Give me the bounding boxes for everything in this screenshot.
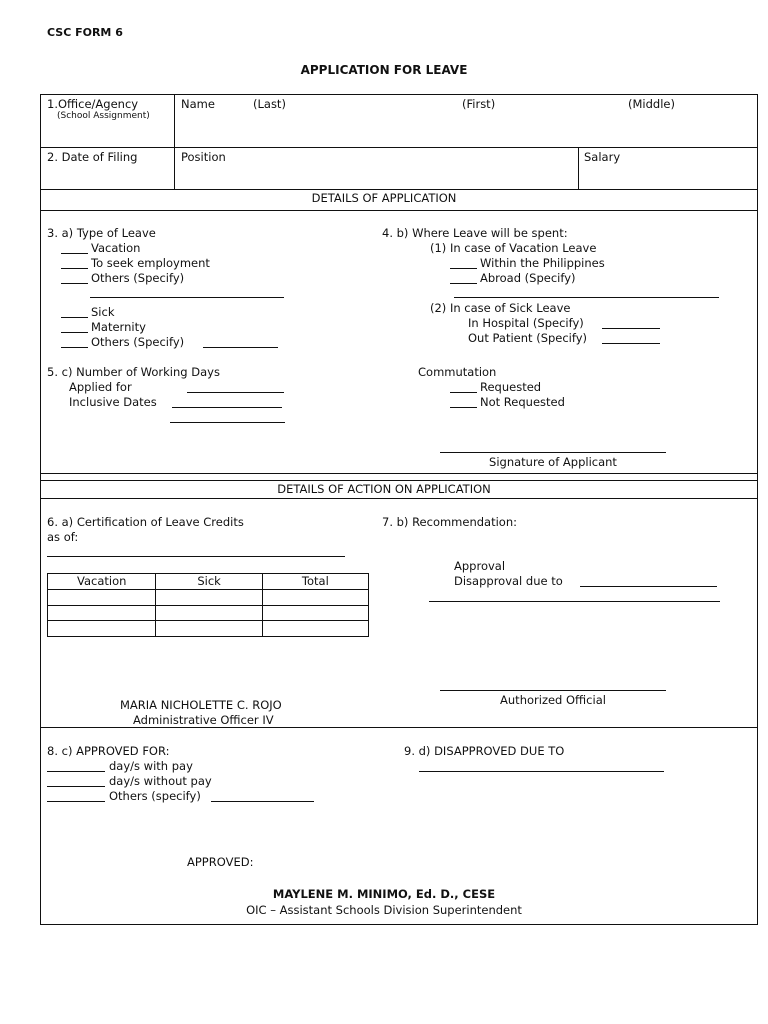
table-row <box>48 605 369 621</box>
sick-case-label: (2) In case of Sick Leave <box>430 301 571 315</box>
office-agency-label: 1.Office/Agency <box>47 97 139 111</box>
inclusive-dates-label: Inclusive Dates <box>69 395 157 409</box>
not-requested-label: Not Requested <box>480 395 565 409</box>
seek-employment-label: To seek employment <box>91 256 210 270</box>
maternity-label: Maternity <box>91 320 146 334</box>
others-specify-2-label: Others (Specify) <box>91 335 185 349</box>
date-of-filing-label: 2. Date of Filing <box>47 150 138 164</box>
disapproval-reason-line-2[interactable] <box>429 601 720 602</box>
leave-credits-table <box>47 573 369 637</box>
table-row <box>48 589 369 605</box>
table-cell[interactable] <box>48 621 156 637</box>
others-specify-line[interactable] <box>90 297 284 298</box>
in-hospital-label: In Hospital (Specify) <box>468 316 584 330</box>
requested-blank[interactable] <box>450 392 477 393</box>
disapproved-heading: 9. d) DISAPPROVED DUE TO <box>404 744 565 758</box>
inclusive-dates-line[interactable] <box>172 407 282 408</box>
approved-label: APPROVED: <box>187 855 254 869</box>
others-specify-2-blank[interactable] <box>61 347 88 348</box>
maternity-blank[interactable] <box>61 332 88 333</box>
table-cell[interactable] <box>156 605 262 621</box>
school-assignment-label: (School Assignment) <box>57 111 150 121</box>
others-approved-line[interactable] <box>211 801 314 802</box>
with-pay-label: day/s with pay <box>109 759 193 773</box>
first-name-label: (First) <box>462 97 496 111</box>
table-cell[interactable] <box>156 589 262 605</box>
column-header-vacation: Vacation <box>48 574 156 590</box>
not-requested-blank[interactable] <box>450 407 477 408</box>
applied-for-label: Applied for <box>69 380 132 394</box>
salary-label: Salary <box>584 150 621 164</box>
approving-official-title: OIC – Assistant Schools Division Superintendent <box>246 903 522 917</box>
column-divider <box>174 94 175 190</box>
others-specify-2-line[interactable] <box>203 347 278 348</box>
signature-of-applicant-label: Signature of Applicant <box>489 455 617 469</box>
where-spent-heading: 4. b) Where Leave will be spent: <box>382 226 568 240</box>
table-cell[interactable] <box>262 589 368 605</box>
applied-for-line[interactable] <box>187 392 284 393</box>
others-approved-label: Others (specify) <box>109 789 201 803</box>
row-divider <box>40 210 758 211</box>
disapproval-label: Disapproval due to <box>454 574 563 588</box>
disapproved-reason-line[interactable] <box>419 771 664 772</box>
others-specify-blank[interactable] <box>61 283 88 284</box>
others-approved-blank[interactable] <box>47 801 105 802</box>
table-cell[interactable] <box>48 589 156 605</box>
row-divider <box>40 147 758 148</box>
applicant-signature-line[interactable] <box>440 452 666 453</box>
out-patient-line[interactable] <box>602 343 660 344</box>
authorized-official-label: Authorized Official <box>500 693 606 707</box>
approval-label: Approval <box>454 559 506 573</box>
commutation-heading: Commutation <box>418 365 497 379</box>
out-patient-label: Out Patient (Specify) <box>468 331 588 345</box>
table-cell[interactable] <box>262 605 368 621</box>
in-hospital-line[interactable] <box>602 328 660 329</box>
row-divider <box>40 480 758 481</box>
row-divider <box>40 727 758 728</box>
with-pay-blank[interactable] <box>47 771 105 772</box>
certifying-officer-name: MARIA NICHOLETTE C. ROJO <box>120 698 282 712</box>
sick-label: Sick <box>91 305 115 319</box>
column-header-total: Total <box>262 574 368 590</box>
without-pay-label: day/s without pay <box>109 774 212 788</box>
form-code: CSC FORM 6 <box>47 26 123 39</box>
table-cell[interactable] <box>156 621 262 637</box>
form-title: APPLICATION FOR LEAVE <box>300 63 468 77</box>
others-specify-label: Others (Specify) <box>91 271 185 285</box>
table-cell[interactable] <box>48 605 156 621</box>
name-label: Name <box>181 97 215 111</box>
vacation-label: Vacation <box>91 241 141 255</box>
row-divider <box>40 498 758 499</box>
abroad-specify-line[interactable] <box>454 297 719 298</box>
vacation-blank[interactable] <box>61 253 88 254</box>
approved-for-heading: 8. c) APPROVED FOR: <box>47 744 170 758</box>
row-divider <box>40 473 758 474</box>
certification-heading: 6. a) Certification of Leave Credits <box>47 515 244 529</box>
middle-name-label: (Middle) <box>628 97 675 111</box>
recommendation-heading: 7. b) Recommendation: <box>382 515 517 529</box>
table-cell[interactable] <box>262 621 368 637</box>
as-of-label: as of: <box>47 530 79 544</box>
last-name-label: (Last) <box>253 97 286 111</box>
without-pay-blank[interactable] <box>47 786 105 787</box>
table-header-row <box>48 574 369 590</box>
abroad-blank[interactable] <box>450 283 477 284</box>
details-of-action-header: DETAILS OF ACTION ON APPLICATION <box>277 482 491 496</box>
column-divider <box>578 147 579 190</box>
disapproval-reason-line[interactable] <box>580 586 717 587</box>
type-of-leave-heading: 3. a) Type of Leave <box>47 226 156 240</box>
within-philippines-blank[interactable] <box>450 268 477 269</box>
seek-employment-blank[interactable] <box>61 268 88 269</box>
sick-blank[interactable] <box>61 317 88 318</box>
within-philippines-label: Within the Philippines <box>480 256 605 270</box>
abroad-label: Abroad (Specify) <box>480 271 576 285</box>
working-days-heading: 5. c) Number of Working Days <box>47 365 220 379</box>
vacation-case-label: (1) In case of Vacation Leave <box>430 241 597 255</box>
as-of-line[interactable] <box>47 556 345 557</box>
certifying-officer-title: Administrative Officer IV <box>133 713 274 727</box>
details-of-application-header: DETAILS OF APPLICATION <box>311 191 457 205</box>
table-row <box>48 621 369 637</box>
position-label: Position <box>181 150 226 164</box>
authorized-official-line[interactable] <box>440 690 666 691</box>
column-header-sick: Sick <box>156 574 262 590</box>
row-divider <box>40 189 758 190</box>
requested-label: Requested <box>480 380 542 394</box>
inclusive-dates-line-2[interactable] <box>170 422 285 423</box>
approving-official-name: MAYLENE M. MINIMO, Ed. D., CESE <box>272 887 496 901</box>
